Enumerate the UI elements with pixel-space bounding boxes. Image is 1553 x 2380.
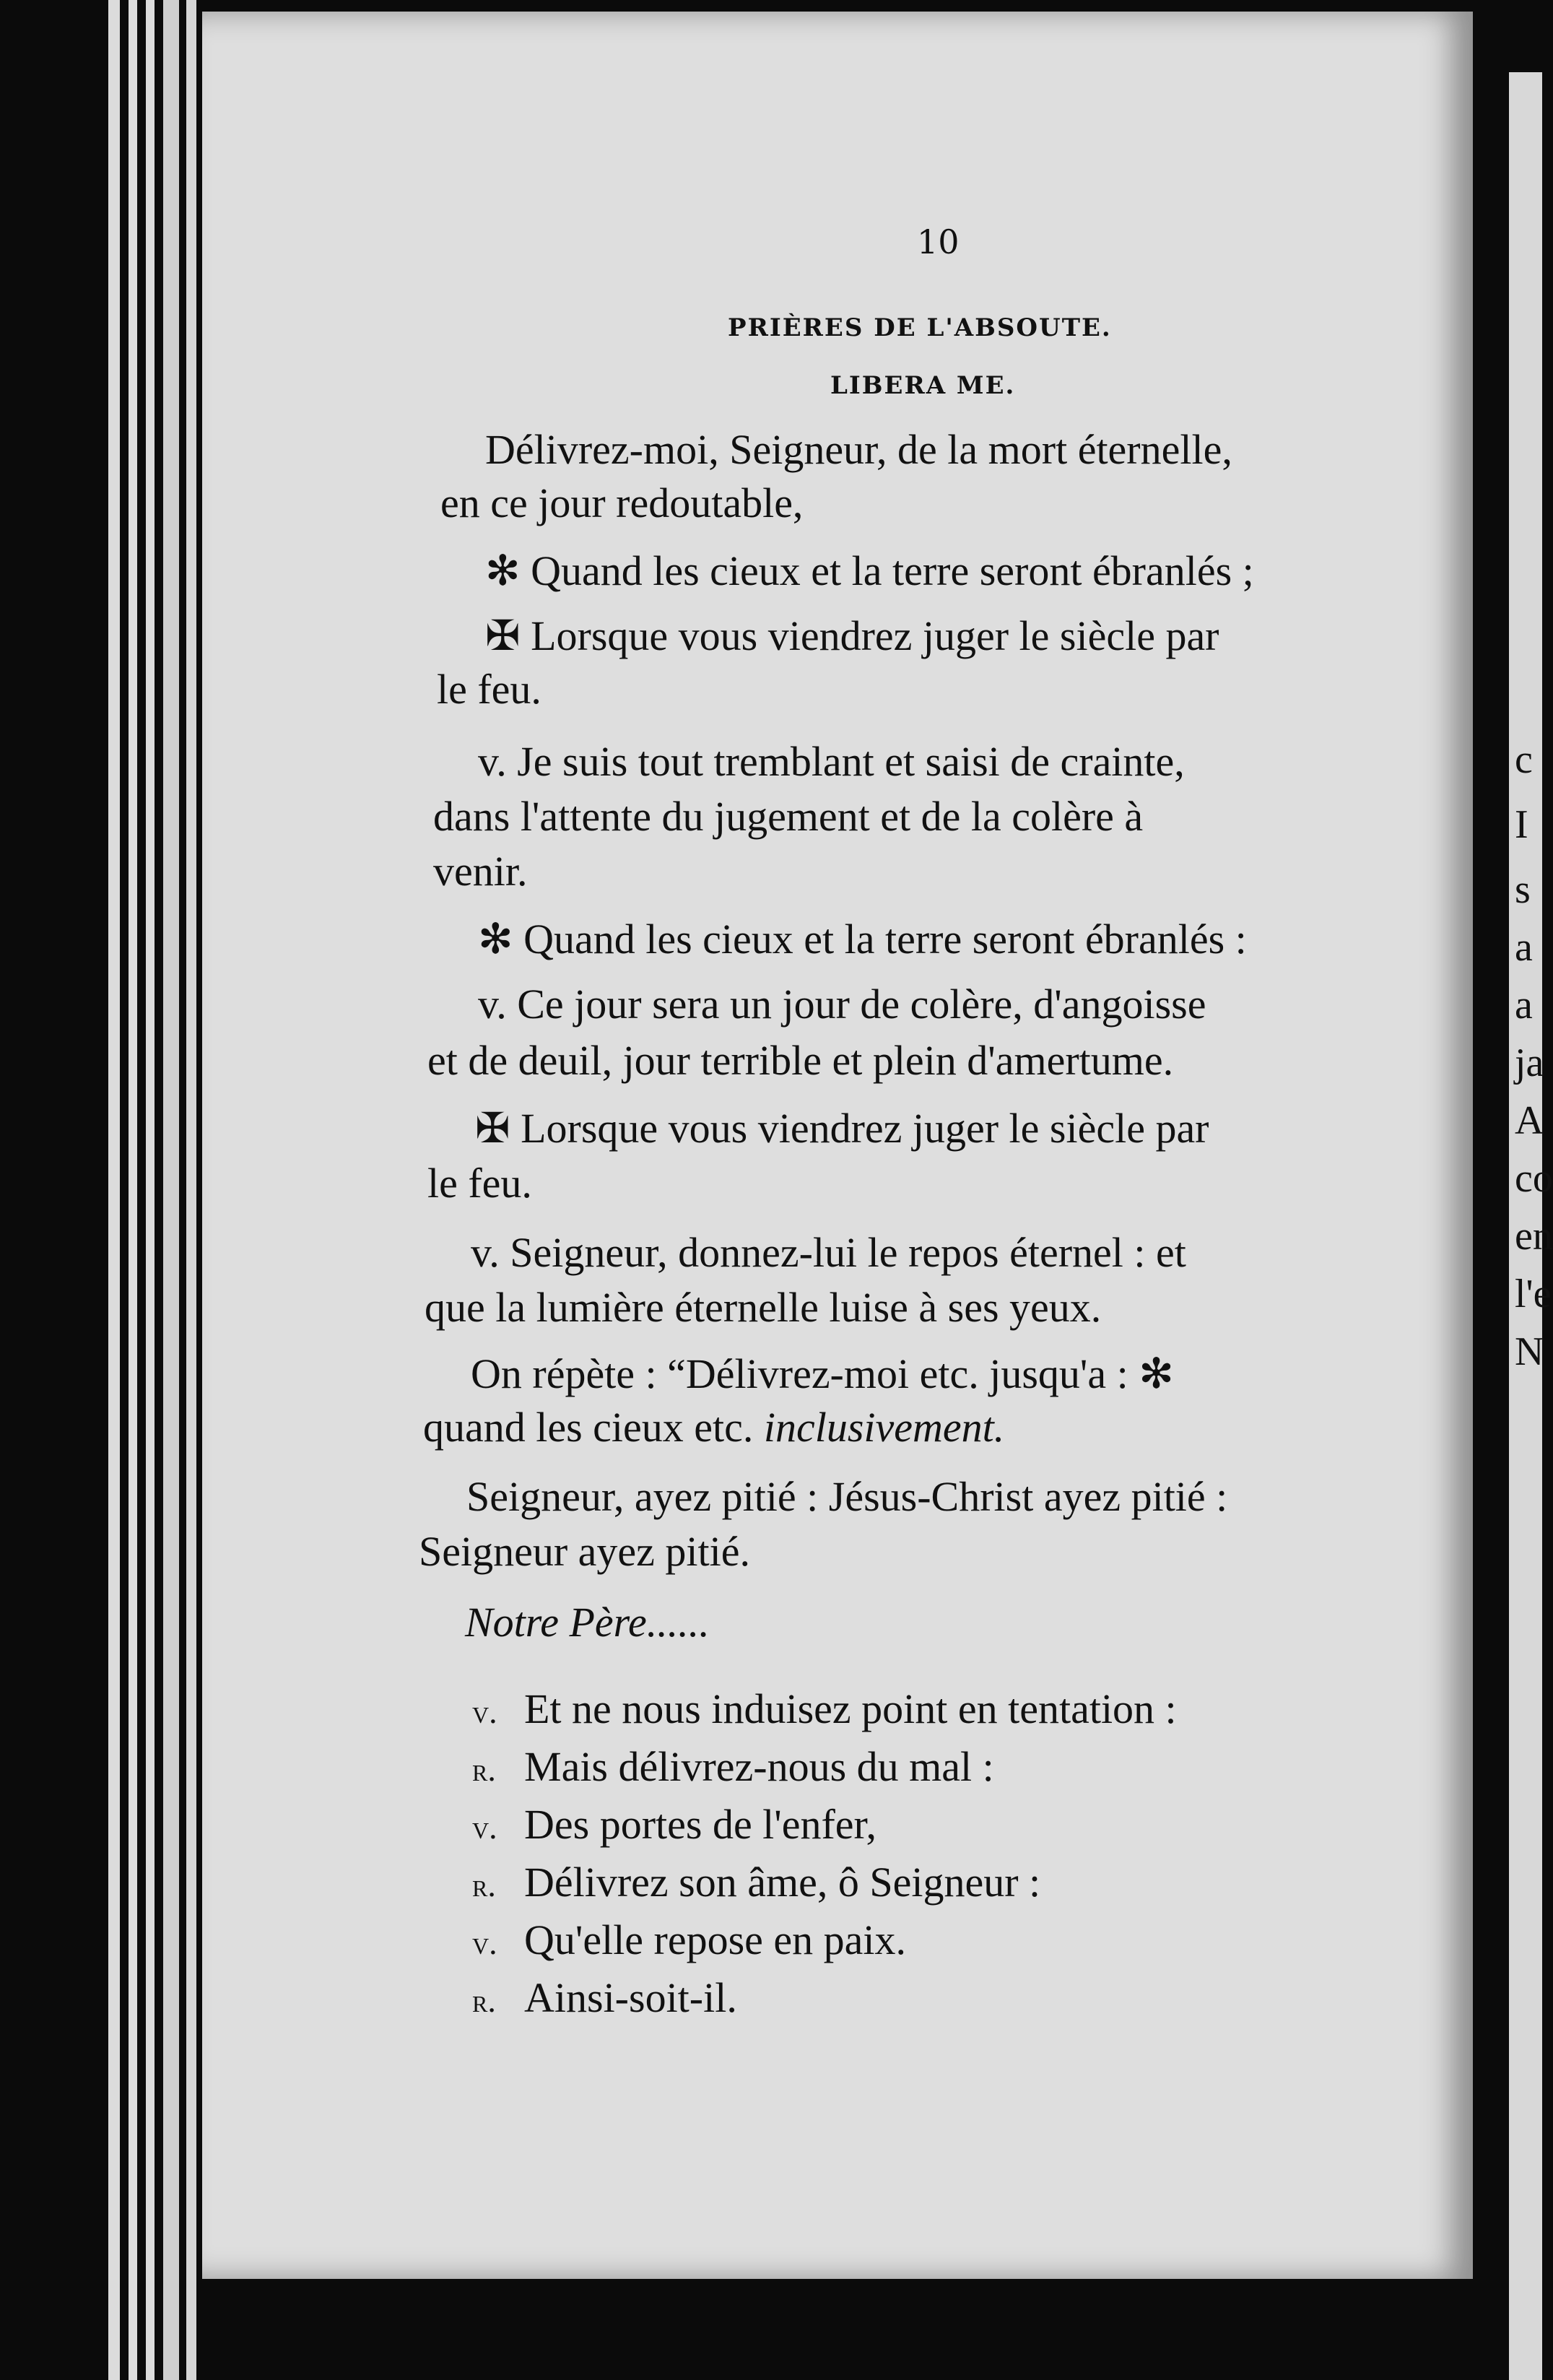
text-line: le feu. [427, 1160, 532, 1207]
text-line: v. Seigneur, donnez-lui le repos éternel : et [471, 1229, 1186, 1276]
text-line: ✻ Quand les cieux et la terre seront ébranlés : [478, 916, 1247, 963]
text-segment-italic: inclusivement. [763, 1404, 1005, 1451]
response-line [472, 1684, 1177, 1734]
page-edge [186, 0, 196, 2380]
fragment-char: a [1515, 925, 1533, 970]
text-line: v. Je suis tout tremblant et saisi de crainte, [478, 738, 1185, 785]
fragment-char: co [1515, 1156, 1553, 1201]
text-line: Seigneur, ayez pitié : Jésus-Christ ayez pitié : [466, 1473, 1228, 1520]
page-number: 10 [917, 222, 960, 261]
response-text: Des portes de l'enfer, [524, 1801, 877, 1848]
text-line: Délivrez-moi, Seigneur, de la mort éternelle, [485, 426, 1232, 473]
response-label: v. [472, 1809, 497, 1846]
response-text: Ainsi-soit-il. [524, 1974, 737, 2021]
response-text: Mais délivrez-nous du mal : [524, 1743, 994, 1790]
text-line: le feu. [437, 666, 541, 713]
text-line: v. Ce jour sera un jour de colère, d'angoisse [478, 981, 1206, 1028]
fragment-char: c [1515, 737, 1533, 782]
response-label: v. [472, 1924, 497, 1961]
fragment-char: I [1515, 802, 1528, 847]
response-text: Qu'elle repose en paix. [524, 1916, 907, 1963]
text-line: ✠ Lorsque vous viendrez juger le siècle par [485, 612, 1219, 659]
text-line: en ce jour redoutable, [440, 479, 804, 526]
text-line [423, 1402, 1004, 1453]
fragment-char: N [1515, 1329, 1544, 1374]
response-label: r. [472, 1982, 496, 2019]
fragment-char: A [1515, 1098, 1544, 1143]
adjacent-page-fragment [1509, 72, 1553, 2380]
text-line: venir. [433, 848, 528, 895]
response-line [472, 1799, 876, 1850]
fragment-char: l'e [1515, 1272, 1552, 1316]
section-subheader: LIBERA ME. [830, 371, 1016, 400]
fragment-char: s [1515, 867, 1531, 912]
response-line [472, 1915, 906, 1966]
response-label: r. [472, 1867, 496, 1903]
fragment-char: en [1515, 1214, 1553, 1259]
text-line: ✻ Quand les cieux et la terre seront ébranlés ; [485, 547, 1254, 594]
response-line [472, 1973, 737, 2023]
response-text: Et ne nous induisez point en tentation : [524, 1685, 1177, 1732]
page-edge [108, 0, 120, 2380]
text-line: que la lumière éternelle luise à ses yeux. [425, 1284, 1102, 1331]
page-edge [146, 0, 155, 2380]
text-line: dans l'attente du jugement et de la colère à [433, 793, 1144, 840]
response-label: r. [472, 1751, 496, 1788]
response-line [472, 1742, 994, 1792]
page-edge [129, 0, 137, 2380]
fragment-char: ja [1515, 1041, 1544, 1085]
response-label: v. [472, 1693, 497, 1730]
book-page [202, 12, 1473, 2279]
text-line: Seigneur ayez pitié. [419, 1528, 750, 1575]
section-header: PRIÈRES DE L'ABSOUTE. [728, 313, 1112, 342]
text-line: On répète : “Délivrez-moi etc. jusqu'a : ✻ [471, 1350, 1174, 1397]
response-text: Délivrez son âme, ô Seigneur : [524, 1859, 1041, 1906]
text-line: Notre Père...... [465, 1599, 710, 1646]
fragment-char: a [1515, 983, 1533, 1028]
response-line [472, 1857, 1040, 1908]
text-line: et de deuil, jour terrible et plein d'amertume. [427, 1037, 1174, 1084]
page-edge [163, 0, 179, 2380]
text-segment: quand les cieux etc. [423, 1404, 754, 1451]
text-line: ✠ Lorsque vous viendrez juger le siècle par [475, 1105, 1209, 1152]
